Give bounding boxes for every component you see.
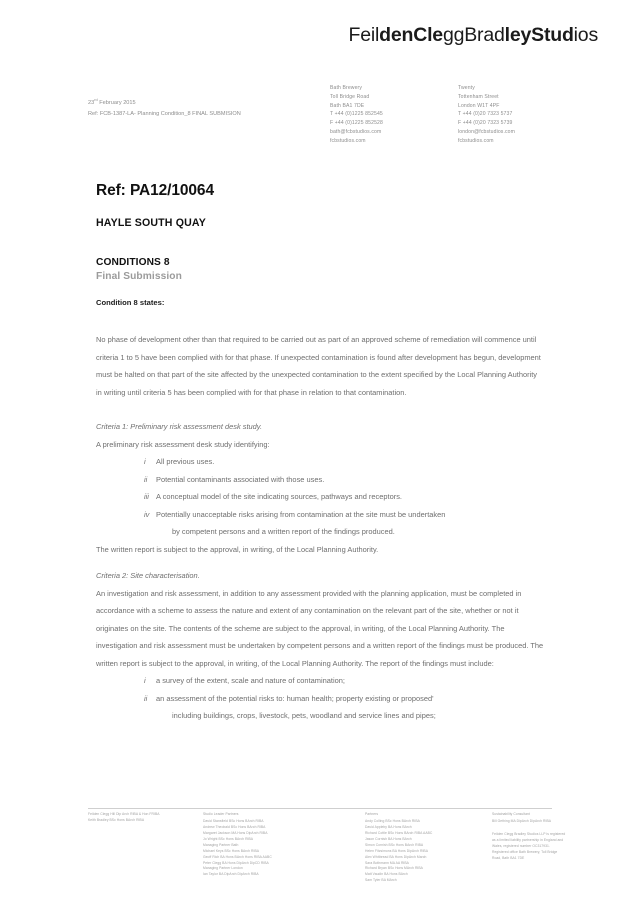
document-reference: Ref: FCB-1387-LA- Planning Condition_8 FINAL SUBMISION [88,110,241,117]
list-item-line-2: including buildings, crops, livestock, pets, woodland and service lines and pipes; [172,711,436,721]
address-bath-line: Bath Brewery [330,85,363,91]
partner-role: Managing Partner Bath [203,842,239,847]
letter-date [88,98,241,109]
partner-name: Alex Whitbread BA Hons DipArch March [365,854,427,859]
address-bath-tel: T +44 (0)1225 852545 [330,111,383,118]
company-registration-note: Feilden Clegg Bradley Studios LLP is registered as a limited liability partnership in England and Wales, registered number OC317931. Registered office Bath Brewery, Toll Bridge Road, Bath BA1 7DE [492,832,566,861]
partner-name: Geoff Rich BA Hons BArch Hons RIBA AABC [203,854,272,859]
partner-name: Margaret Jackson MA Hons DipArch RIBA [203,830,268,835]
address-bath-email[interactable]: bath@fcbstudios.com [330,128,382,135]
date-ordinal-suffix: rd [94,97,98,103]
page-title: Ref: PA12/10064 [96,182,214,199]
partner-name: Jo Wright BSc Hons BArch RIBA [203,836,254,841]
address-london-email[interactable]: london@fcbstudios.com [458,128,515,135]
criteria-1-list [96,453,544,541]
criteria-1-heading: Criteria 1: Preliminary risk assessment desk study. [96,422,263,432]
list-item-numeral: i [144,457,146,467]
address-london-tel: T +44 (0)20 7323 5737 [458,111,513,118]
partner-name: Ian Taylor BA DipArch DipArch RIBA [203,872,259,877]
title-block [96,182,526,282]
partner-name: David Appleby BA Hons BArch [365,824,412,829]
partner-name: Michael Keys BSc Hons BArch RIBA [203,848,260,853]
list-item-text: A conceptual model of the site indicating sources, pathways and receptors. [156,492,402,502]
logo-part-2: den [379,24,414,46]
logo-part-1: Feil [348,24,380,46]
submission-status: Final Submission [96,271,182,282]
partner-name: Andy Colling BSc Hons BArch RIBA [365,818,420,823]
partner-name: Peter Clegg BA Hons DipArch DipCD RIBA [203,860,269,865]
list-item-text: All previous uses. [156,457,215,467]
condition-lead: Condition 8 states: [96,298,165,307]
partner-name: Richard Cottle BSc Hons BArch RIBA AABC [365,830,433,835]
criteria-1-closing: The written report is subject to the approval, in writing, of the Local Planning Authority. [96,544,379,554]
list-item-line-2: by competent persons and a written report of the findings produced. [172,527,395,537]
logo-part-6: ley [504,24,532,46]
criteria-1-intro: A preliminary risk assessment desk study identifying: [96,439,270,449]
address-bath-fax: F +44 (0)1225 852528 [330,120,383,126]
list-item-numeral: iv [144,509,150,519]
logo-part-5: Brad [464,24,505,46]
logo-part-3: Cle [413,24,443,46]
address-london-line: Twenty [458,85,475,91]
condition-statement: No phase of development other than that required to be carried out as part of an approved scheme of remediation will commence until criteria 1 to 5 have been complied with for that phase. If unexpected contamination is found after development has begun, development must be halted on that part of the site affected by the unexpected contamination to the extent specified by the Local Planning Authority in writing until criteria 5 has been complied with for that phase in relation to that contamination. [96,335,541,397]
list-item [96,471,544,489]
list-item-numeral: iii [144,492,149,502]
list-item [96,690,544,725]
list-item-line-1: an assessment of the potential risks to: human health; property existing or proposed' [156,693,434,703]
criteria-2-paragraph: An investigation and risk assessment, in addition to any assessment provided with the planning application, must be completed in accordance with a scheme to assess the nature and extent of any contamination on the relevant part of the site, whether or not it originates on the site. The contents of the scheme are subject to the approval, in writing, of the Local Planning Authority. The investigation and risk assessment must be undertaken by competent persons and a written report of the findings must be produced. The written report is subject to the approval, in writing, of the Local Planning Authority. The report of the findings must include: [96,588,544,668]
address-london [458,84,515,145]
partner-name: Richard Bryan BSc Hons MArch RIBA [365,866,423,871]
list-item-text [156,690,544,725]
partner-name: Helen Fitzsimons BA Hons DipArch RIBA [365,848,428,853]
partner-name: Andrew Theobald BSc Hons BArch RIBA [203,824,266,829]
list-item-numeral: ii [144,474,148,484]
date-month-year: February 2015 [97,100,136,106]
list-item-line-1: Potentially unacceptable risks arising from contamination at the site must be undertaken [156,509,446,519]
logo-part-8: ios [573,24,598,46]
footer-heading-sustainability: Sustainability Consultant [492,812,530,816]
consultant-name: Bill Gething MA DipArch DipArch RIBA [492,818,552,823]
list-item-text: Potential contaminants associated with those uses. [156,474,325,484]
address-london-fax: F +44 (0)20 7323 5739 [458,120,513,126]
address-london-line: London W1T 4PF [458,102,500,109]
conditions-heading: CONDITIONS 8 [96,257,170,268]
footer-column-studio-leaders [203,812,272,878]
list-item [96,453,544,471]
footer-heading-studio-leaders: Studio Leader Partners [203,812,239,816]
list-item [96,672,544,690]
site-name: HAYLE SOUTH QUAY [96,217,206,229]
list-item-text: a survey of the extent, scale and nature of contamination; [156,676,345,686]
footer-divider [88,808,552,809]
address-bath-web[interactable]: fcbstudios.com [330,137,366,144]
address-bath-line: Toll Bridge Road [330,93,370,100]
footer [88,812,566,892]
address-bath [330,84,383,145]
footer-column-sustainability [492,812,566,861]
list-item-numeral: ii [144,693,148,703]
partner-name: Matt Vaudin BA Hons BArch [365,872,408,877]
partner-name: Jason Cornish BA Hons BArch [365,836,412,841]
footer-column-founders [88,812,160,824]
address-london-web[interactable]: fcbstudios.com [458,137,494,144]
partner-name: Sam Tyler BA MArch [365,878,397,883]
footer-column-partners [365,812,432,884]
date-day: 23 [88,100,95,106]
logo-part-7: Stud [531,24,574,46]
partner-name: David Stansfield BSc Hons BArch RIBA [203,818,264,823]
criteria-2-heading: Criteria 2: Site characterisation. [96,571,200,581]
address-bath-line: Bath BA1 7DE [330,102,365,109]
founder-name-2: Keith Bradley BSc Hons BArch RIBA [88,817,145,822]
list-item [96,488,544,506]
partner-role: Managing Partner London [203,866,243,871]
list-item [96,506,544,541]
list-item-numeral: i [144,676,146,686]
company-logo [0,26,598,46]
founder-name-1: Feilden Clegg Hill Dip Arch RIBA & Hon FRIBA [88,812,160,816]
logo-part-4: gg [442,24,465,46]
partner-name: Sara Bothmann MA AA RIBA [365,860,409,865]
criteria-2-list [96,672,544,725]
address-london-line: Tottenham Street [458,93,499,100]
footer-heading-partners: Partners [365,812,379,816]
document-body [96,297,544,725]
date-reference-block [88,98,241,120]
partner-name: Simon Cornish BSc Hons BArch RIBA [365,842,424,847]
list-item-text [156,506,544,541]
